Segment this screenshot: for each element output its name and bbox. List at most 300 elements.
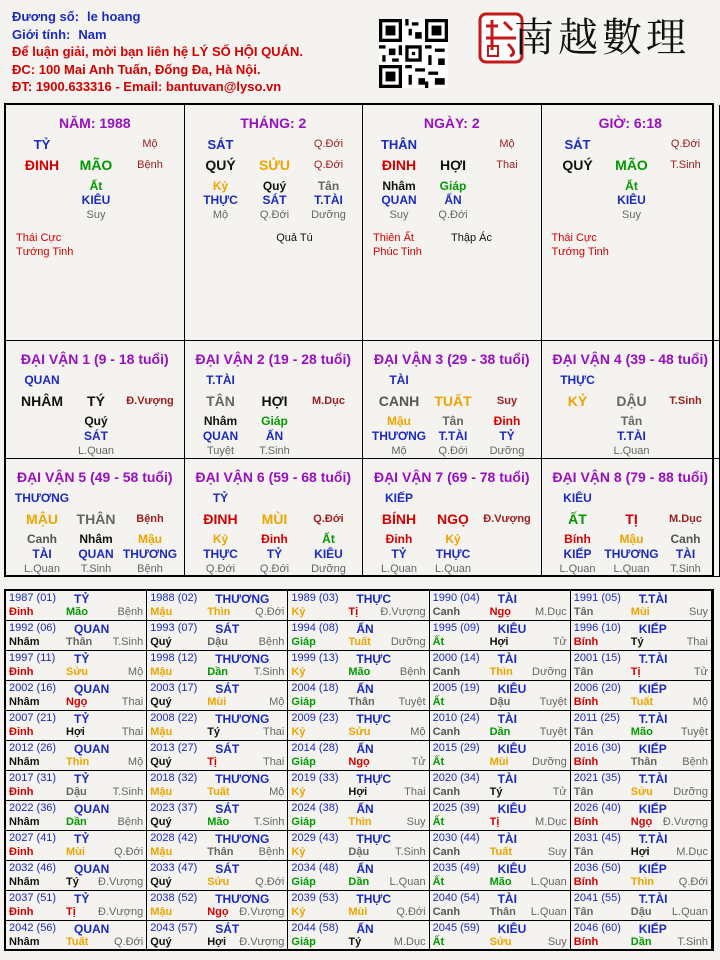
year-stem: Canh (432, 906, 461, 918)
year-ten-god: THỰC (356, 652, 392, 666)
year-branch: Tị (630, 666, 641, 678)
dai-van-title: ĐẠI VẬN 5 (49 - 58 tuổi) (16, 469, 173, 485)
year-cell (288, 771, 429, 801)
year-stem: Bính (573, 696, 599, 708)
year-stage: Mộ (269, 696, 285, 708)
year-stem: Nhâm (9, 936, 40, 948)
year-cell (288, 861, 429, 891)
year-branch: Tuất (630, 696, 654, 708)
year-ten-god: ẤN (356, 862, 374, 876)
year-ten-god: THƯƠNG (215, 592, 270, 606)
hidden-stage: Suy (622, 209, 641, 221)
dai-van-ten-god: TÀI (389, 373, 409, 387)
year-cell (147, 741, 288, 771)
year-ten-god: TỶ (74, 652, 90, 666)
earthly-branch: DẬU (616, 393, 647, 409)
year-ten-god: KIÊU (497, 622, 527, 636)
year-stage: Tử (552, 636, 567, 648)
pillar-stage: Q.Đới (670, 138, 701, 150)
pillar-stage: Mộ (142, 138, 158, 150)
year-ten-god: T.TÀI (638, 892, 668, 906)
year-cell (430, 861, 571, 891)
year-ten-god: SÁT (215, 682, 240, 696)
year-stage: Đ.Vượng (239, 936, 285, 948)
year-stem: Tân (573, 666, 594, 678)
hidden-ten-god: TÀI (675, 547, 696, 561)
ten-god-stem: TỶ (33, 137, 51, 152)
label-owner: Đương số: (12, 9, 80, 24)
year-cell (147, 861, 288, 891)
hidden-stage: Bệnh (137, 563, 163, 575)
year-label: 2024 (38) (291, 802, 339, 814)
year-stage: Mộ (692, 696, 708, 708)
year-label: 2008 (22) (150, 712, 198, 724)
year-cell (147, 921, 288, 951)
hidden-ten-god: KIẾP (563, 547, 592, 561)
year-branch: Hợi (66, 726, 85, 738)
year-label: 2045 (59) (432, 922, 480, 934)
year-cell (571, 711, 712, 741)
year-stage: Mộ (127, 666, 144, 678)
year-label: 2014 (28) (291, 742, 339, 754)
dai-van-cell (6, 341, 185, 459)
year-label: 2041 (55) (573, 892, 621, 904)
year-stage: Suy (406, 816, 426, 828)
year-branch: Tị (348, 606, 359, 618)
hidden-stage: T.Sinh (670, 563, 701, 575)
year-label: 2011 (25) (573, 712, 621, 724)
hidden-stem: Kỷ (212, 179, 229, 193)
hidden-stage: L.Quan (77, 445, 115, 457)
year-stage: Bệnh (399, 666, 426, 678)
year-ten-god: KIÊU (497, 682, 527, 696)
heavenly-stem: KỶ (567, 393, 588, 409)
year-branch: Tuất (207, 786, 230, 798)
hidden-ten-god: THỰC (203, 547, 238, 561)
year-branch: Ngọ (630, 816, 653, 828)
year-ten-god: QUAN (74, 622, 110, 636)
year-stage: Mộ (410, 726, 426, 738)
year-stage: T.Sinh (112, 636, 144, 648)
year-stage: Thai (121, 696, 144, 708)
year-stage: Tử (411, 756, 426, 768)
year-ten-god: TỶ (74, 772, 90, 786)
year-label: 2044 (58) (291, 922, 339, 934)
hidden-ten-god: TỶ (499, 429, 515, 443)
year-ten-god: THƯƠNG (215, 892, 270, 906)
year-stem: Quý (150, 756, 172, 768)
year-stage: Thai (121, 726, 144, 738)
year-branch: Dậu (630, 906, 652, 918)
year-cell (147, 831, 288, 861)
hidden-stem: Quý (84, 414, 108, 428)
year-branch: Sửu (489, 936, 512, 948)
hidden-stem: Đinh (493, 414, 521, 428)
hidden-stage: Tuyệt (206, 445, 235, 457)
year-ten-god: QUAN (74, 742, 110, 756)
hidden-ten-god: TÀI (32, 547, 52, 561)
year-label: 2026 (40) (573, 802, 621, 814)
earthly-branch: MÙI (261, 511, 288, 527)
dai-van-title: ĐẠI VẬN 4 (39 - 48 tuổi) (552, 351, 709, 367)
year-stage: Tuyệt (539, 726, 567, 738)
shen-sha: Thiên Ất (373, 232, 414, 244)
year-stem: Giáp (291, 816, 316, 828)
year-stem: Mậu (150, 606, 173, 618)
year-branch: Thân (348, 696, 375, 708)
year-stem: Canh (432, 606, 461, 618)
year-ten-god: ẤN (356, 682, 374, 696)
year-stage: Mộ (269, 786, 285, 798)
year-label: 2031 (45) (573, 832, 621, 844)
address-line: ĐC: 100 Mai Anh Tuấn, Đống Đa, Hà Nội. (12, 61, 261, 77)
earthly-branch: HỢI (261, 393, 288, 409)
year-stem: Quý (150, 696, 172, 708)
year-stage: Bệnh (117, 606, 144, 618)
year-branch: Ngọ (489, 606, 511, 618)
brand-logo (478, 6, 718, 70)
year-cell (288, 591, 429, 621)
heavenly-stem: MẬU (26, 511, 58, 527)
year-ten-god: THƯƠNG (215, 652, 270, 666)
heavenly-stem: QUÝ (562, 157, 593, 173)
year-branch: Thìn (207, 606, 231, 618)
heavenly-stem: ĐINH (24, 157, 60, 173)
year-cell (6, 681, 147, 711)
year-stem: Kỷ (291, 786, 306, 798)
year-stem: Đinh (9, 666, 34, 678)
year-cell (430, 921, 571, 951)
hidden-stem: Bính (564, 532, 591, 546)
year-stem: Kỷ (291, 846, 306, 858)
year-stem: Mậu (150, 786, 173, 798)
pillar-cell (185, 105, 364, 341)
hidden-stem: Canh (27, 532, 57, 546)
year-stem: Giáp (291, 636, 316, 648)
hidden-stage: Dưỡng (489, 445, 525, 457)
year-branch: Mão (630, 726, 653, 738)
year-stem: Canh (432, 846, 461, 858)
earthly-branch: TUẤT (434, 393, 472, 409)
year-stem: Mậu (150, 666, 173, 678)
year-stage: Thai (262, 756, 285, 768)
year-branch: Mùi (66, 846, 85, 858)
year-ten-god: THỰC (356, 712, 392, 726)
year-cell (6, 651, 147, 681)
year-branch: Tý (489, 786, 503, 798)
hidden-stem: Ất (625, 179, 638, 193)
year-branch: Tý (348, 936, 362, 948)
year-ten-god: KIÊU (497, 922, 527, 936)
year-stage: M.Dục (393, 936, 426, 948)
dai-van-stage: Bệnh (136, 513, 164, 525)
year-ten-god: KIÊU (497, 862, 527, 876)
year-stem: Bính (573, 876, 599, 888)
year-label: 1993 (07) (150, 622, 198, 634)
shen-sha: Thái Cực (16, 232, 62, 244)
year-stage: Bệnh (117, 816, 144, 828)
year-branch: Mão (207, 816, 230, 828)
year-stem: Tân (573, 906, 594, 918)
pillar-cell (363, 105, 542, 341)
year-branch: Mùi (630, 606, 650, 618)
year-branch: Hợi (630, 846, 650, 858)
year-ten-god: TỶ (74, 592, 90, 606)
dai-van-ten-god: T.TÀI (206, 373, 235, 387)
year-branch: Ngọ (348, 756, 370, 768)
hidden-ten-god: KIÊU (314, 547, 343, 561)
year-label: 1988 (02) (150, 592, 198, 604)
dai-van-stage: Suy (496, 395, 518, 407)
year-stem: Canh (432, 666, 461, 678)
year-stem: Bính (573, 816, 599, 828)
year-label: 2005 (19) (432, 682, 480, 694)
year-stage: Bệnh (682, 756, 708, 768)
year-stem: Kỷ (291, 906, 306, 918)
year-branch: Mão (348, 666, 371, 678)
year-stem: Tân (573, 606, 594, 618)
year-label: 2004 (18) (291, 682, 339, 694)
year-cell (288, 891, 429, 921)
year-branch: Sửu (630, 786, 653, 798)
shen-sha: Thập Ác (451, 232, 492, 244)
pillar-title: NGÀY: 2 (423, 115, 480, 131)
year-stem: Ất (432, 756, 445, 768)
year-cell (147, 891, 288, 921)
hidden-stem: Tân (317, 179, 340, 193)
year-label: 2043 (57) (150, 922, 198, 934)
year-stage: T.Sinh (253, 816, 285, 828)
pillar-stage: Q.Đới (313, 138, 344, 150)
hidden-ten-god: TỶ (266, 547, 283, 561)
dai-van-ten-god: QUAN (24, 373, 60, 387)
hidden-stem: Đinh (385, 532, 413, 546)
dai-van-ten-god: KIẾP (384, 491, 414, 505)
year-cell (6, 711, 147, 741)
hidden-stem: Mậu (387, 414, 411, 428)
year-ten-god: KIẾP (638, 682, 667, 696)
hidden-stem: Nhâm (203, 414, 238, 428)
year-cell (430, 801, 571, 831)
hidden-stem: Mậu (619, 532, 644, 546)
year-stage: Tuyệt (398, 696, 426, 708)
year-ten-god: THỰC (356, 832, 392, 846)
year-ten-god: KIẾP (638, 622, 667, 636)
heavenly-stem: QUÝ (205, 157, 236, 173)
year-cell (147, 651, 288, 681)
shen-sha: Tướng Tinh (16, 246, 74, 258)
year-stage: M.Dục (535, 606, 567, 618)
dai-van-stage: Đ.Vượng (483, 513, 531, 525)
year-label: 1998 (12) (150, 652, 198, 664)
year-cell (430, 831, 571, 861)
year-cell (288, 651, 429, 681)
year-cell (6, 891, 147, 921)
dai-van-title: ĐẠI VẬN 1 (9 - 18 tuổi) (20, 351, 169, 367)
hidden-ten-god: QUAN (381, 193, 417, 207)
dai-van-ten-god: KIÊU (563, 491, 592, 505)
year-stage: Tuyệt (680, 726, 708, 738)
year-ten-god: T.TÀI (638, 712, 668, 726)
pillar-stage: Mộ (499, 138, 515, 150)
year-ten-god: SÁT (215, 862, 240, 876)
year-stage: T.Sinh (253, 666, 285, 678)
hidden-ten-god: SÁT (262, 193, 287, 207)
year-cell (430, 891, 571, 921)
year-label: 2029 (43) (291, 832, 339, 844)
hidden-stem: Giáp (439, 179, 467, 193)
year-cell (288, 681, 429, 711)
year-stage: T.Sinh (677, 936, 708, 948)
year-branch: Dần (207, 666, 228, 678)
year-ten-god: ẤN (356, 742, 374, 756)
year-cell (147, 621, 288, 651)
year-branch: Thân (207, 846, 234, 858)
year-ten-god: T.TÀI (638, 772, 668, 786)
hidden-ten-god: THỰC (435, 547, 471, 561)
year-stem: Ất (432, 876, 445, 888)
ten-god-stem: SÁT (207, 137, 234, 152)
earthly-branch: NGỌ (437, 511, 469, 527)
year-label: 2001 (15) (573, 652, 621, 664)
year-stage: Q.Đới (255, 876, 285, 888)
year-ten-god: SÁT (215, 802, 240, 816)
year-label: 1997 (11) (9, 652, 56, 664)
year-stem: Đinh (9, 846, 34, 858)
year-label: 2010 (24) (432, 712, 480, 724)
year-cell (571, 591, 712, 621)
year-stage: Dưỡng (532, 666, 567, 678)
hidden-stem: Kỷ (212, 532, 229, 546)
year-cell (6, 771, 147, 801)
hidden-stem: Mậu (138, 532, 162, 546)
year-stage: Dưỡng (390, 636, 426, 648)
earthly-branch: TỊ (625, 511, 638, 527)
year-label: 1991 (05) (573, 592, 621, 604)
header-info (12, 8, 303, 96)
year-branch: Thìn (630, 876, 655, 888)
year-cell (6, 831, 147, 861)
year-ten-god: THƯƠNG (215, 712, 270, 726)
year-ten-god: QUAN (74, 682, 110, 696)
year-cell (430, 591, 571, 621)
year-ten-god: THỰC (356, 892, 392, 906)
year-label: 2003 (17) (150, 682, 198, 694)
branch-stage: T.Sinh (670, 159, 701, 171)
year-ten-god: THỰC (356, 592, 392, 606)
year-stage: Dưỡng (673, 786, 708, 798)
year-stem: Ất (432, 936, 445, 948)
year-label: 2009 (23) (291, 712, 339, 724)
hidden-stage: Q.Đới (438, 209, 468, 221)
year-label: 2013 (27) (150, 742, 198, 754)
ten-god-stem: SÁT (564, 137, 591, 152)
year-ten-god: KIẾP (638, 922, 667, 936)
hidden-stem: Nhâm (382, 179, 416, 193)
phone-email-line: ĐT: 1900.633316 - Email: bantuvan@lyso.vn (12, 79, 282, 94)
hidden-stage: Dưỡng (311, 563, 346, 575)
year-branch: Thân (489, 906, 516, 918)
hidden-stage: T.Sinh (259, 445, 290, 457)
annual-luck-grid (4, 589, 714, 951)
hidden-ten-god: THƯƠNG (122, 547, 178, 561)
dai-van-cell (542, 341, 720, 459)
year-branch: Mùi (207, 696, 227, 708)
pillar-title: GIỜ: 6:18 (598, 115, 662, 131)
hidden-stage: L.Quan (559, 563, 596, 575)
year-ten-god: KIẾP (638, 862, 667, 876)
year-branch: Thân (630, 756, 658, 768)
dai-van-stage: M.Dục (669, 513, 702, 525)
year-ten-god: TÀI (497, 772, 517, 786)
year-label: 2035 (49) (432, 862, 480, 874)
year-branch: Dậu (489, 696, 511, 708)
year-branch: Dần (348, 876, 370, 888)
year-stem: Canh (432, 726, 461, 738)
hidden-stem: Kỷ (445, 532, 461, 546)
year-ten-god: KIẾP (638, 742, 667, 756)
dai-van-cell (185, 341, 364, 459)
year-ten-god: THƯƠNG (215, 832, 270, 846)
year-label: 2022 (36) (9, 802, 57, 814)
year-stage: L.Quan (530, 906, 567, 918)
year-stem: Bính (573, 636, 599, 648)
contact-line: Để luận giải, mời bạn liên hệ LÝ SỐ HỘI QUÁN. (12, 44, 303, 59)
year-label: 2028 (42) (150, 832, 198, 844)
heavenly-stem: TÂN (206, 393, 235, 409)
year-branch: Mùi (348, 906, 368, 918)
year-branch: Hợi (489, 636, 509, 648)
year-label: 2016 (30) (573, 742, 621, 754)
year-ten-god: SÁT (215, 622, 240, 636)
year-cell (571, 681, 712, 711)
year-branch: Hợi (348, 786, 368, 798)
hidden-ten-god: THỰC (203, 193, 238, 207)
year-label: 2012 (26) (9, 742, 57, 754)
year-branch: Thìn (489, 666, 513, 678)
year-cell (571, 921, 712, 951)
year-ten-god: TỶ (74, 892, 90, 906)
hidden-stem: Tân (620, 414, 643, 428)
year-ten-god: QUAN (74, 802, 110, 816)
hidden-ten-god: ẤN (265, 429, 284, 443)
dai-van-ten-god: THƯƠNG (14, 491, 70, 505)
year-label: 2032 (46) (9, 862, 57, 874)
pillar-cell (6, 105, 185, 341)
dai-van-title: ĐẠI VẬN 6 (59 - 68 tuổi) (195, 469, 352, 485)
hidden-stage: L.Quan (613, 563, 650, 575)
year-stem: Ất (432, 696, 445, 708)
year-stem: Bính (573, 936, 599, 948)
year-label: 2036 (50) (573, 862, 621, 874)
year-ten-god: T.TÀI (638, 832, 668, 846)
year-ten-god: TÀI (497, 892, 517, 906)
hidden-ten-god: KIÊU (617, 193, 646, 207)
dai-van-ten-god: TỶ (212, 491, 229, 505)
hidden-ten-god: THƯƠNG (371, 429, 427, 443)
year-stage: M.Dục (676, 846, 708, 858)
dai-van-title: ĐẠI VẬN 7 (69 - 78 tuổi) (373, 469, 530, 485)
year-branch: Dần (66, 816, 87, 828)
year-cell (571, 621, 712, 651)
shen-sha: Thái Cực (551, 232, 597, 244)
year-stem: Nhâm (9, 876, 40, 888)
year-branch: Ngọ (207, 906, 229, 918)
year-label: 2002 (16) (9, 682, 57, 694)
year-cell (6, 921, 147, 951)
year-stage: M.Dục (535, 816, 567, 828)
hidden-stem: Nhâm (79, 532, 113, 546)
